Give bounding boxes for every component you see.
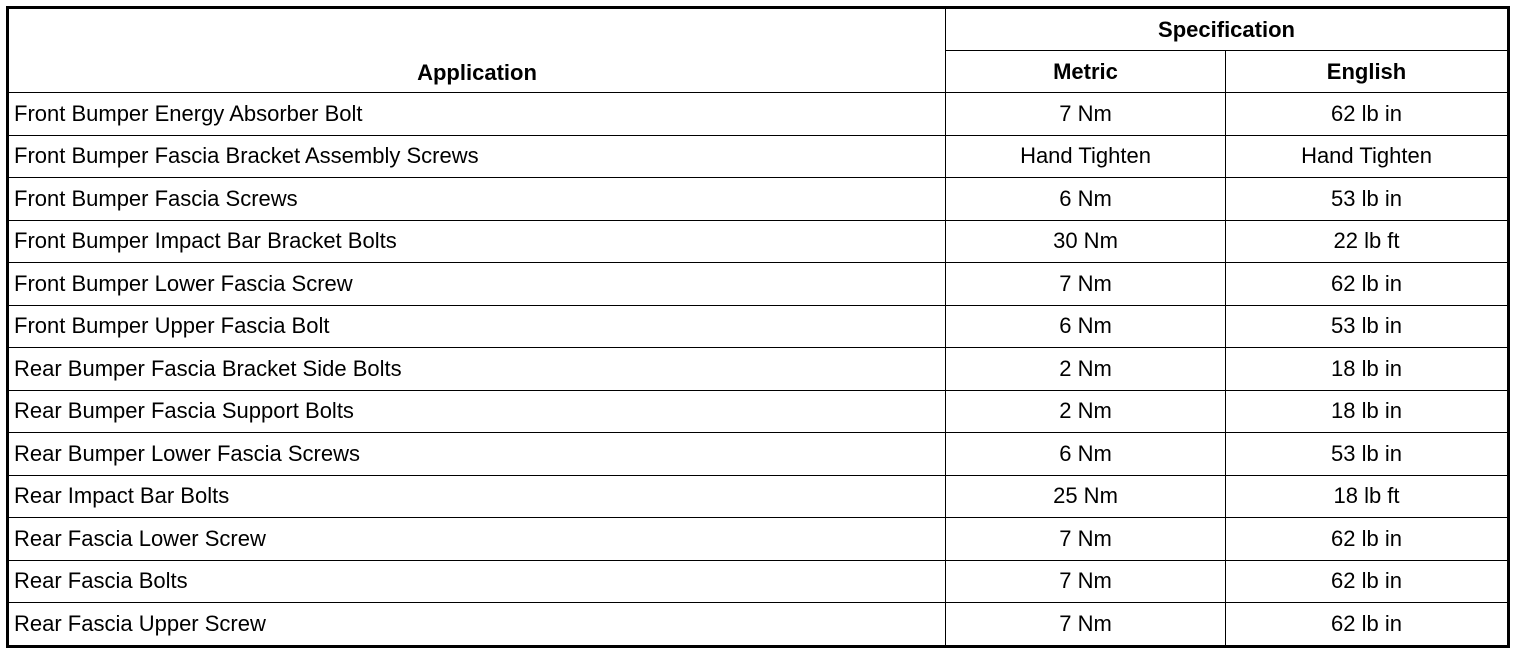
english-value-cell: Hand Tighten <box>1226 135 1509 178</box>
metric-value-cell: 25 Nm <box>946 475 1226 518</box>
metric-value-cell: 6 Nm <box>946 433 1226 476</box>
application-column-header: Application <box>8 8 946 93</box>
application-cell: Front Bumper Lower Fascia Screw <box>8 263 946 306</box>
english-value-cell: 18 lb in <box>1226 390 1509 433</box>
table-row <box>8 348 1509 391</box>
application-cell: Front Bumper Fascia Bracket Assembly Screws <box>8 135 946 178</box>
table-row <box>8 178 1509 221</box>
metric-value-cell: 30 Nm <box>946 220 1226 263</box>
english-value-cell: 62 lb in <box>1226 93 1509 136</box>
metric-column-header: Metric <box>946 51 1226 93</box>
english-value-cell: 53 lb in <box>1226 305 1509 348</box>
metric-value-cell: 2 Nm <box>946 390 1226 433</box>
table-row <box>8 135 1509 178</box>
english-value-cell: 53 lb in <box>1226 433 1509 476</box>
application-cell: Rear Bumper Lower Fascia Screws <box>8 433 946 476</box>
table-row <box>8 518 1509 561</box>
english-value-cell: 62 lb in <box>1226 263 1509 306</box>
english-value-cell: 18 lb ft <box>1226 475 1509 518</box>
table-row <box>8 603 1509 647</box>
header-row-top <box>8 8 1509 51</box>
table-row <box>8 263 1509 306</box>
metric-value-cell: Hand Tighten <box>946 135 1226 178</box>
table-header <box>8 8 1509 93</box>
table-row <box>8 433 1509 476</box>
application-cell: Rear Impact Bar Bolts <box>8 475 946 518</box>
metric-value-cell: 7 Nm <box>946 263 1226 306</box>
application-cell: Rear Bumper Fascia Support Bolts <box>8 390 946 433</box>
metric-value-cell: 7 Nm <box>946 560 1226 603</box>
english-value-cell: 62 lb in <box>1226 603 1509 647</box>
english-column-header: English <box>1226 51 1509 93</box>
table-row <box>8 390 1509 433</box>
fastener-torque-specification-table <box>6 6 1510 648</box>
application-cell: Front Bumper Fascia Screws <box>8 178 946 221</box>
application-cell: Front Bumper Impact Bar Bracket Bolts <box>8 220 946 263</box>
metric-value-cell: 2 Nm <box>946 348 1226 391</box>
metric-value-cell: 6 Nm <box>946 178 1226 221</box>
metric-value-cell: 6 Nm <box>946 305 1226 348</box>
english-value-cell: 62 lb in <box>1226 560 1509 603</box>
english-value-cell: 62 lb in <box>1226 518 1509 561</box>
metric-value-cell: 7 Nm <box>946 603 1226 647</box>
table-row <box>8 560 1509 603</box>
specification-column-header: Specification <box>946 8 1509 51</box>
table-body <box>8 93 1509 647</box>
table-row <box>8 305 1509 348</box>
application-cell: Rear Fascia Lower Screw <box>8 518 946 561</box>
english-value-cell: 53 lb in <box>1226 178 1509 221</box>
table-row <box>8 220 1509 263</box>
application-cell: Rear Bumper Fascia Bracket Side Bolts <box>8 348 946 391</box>
table-row <box>8 475 1509 518</box>
english-value-cell: 18 lb in <box>1226 348 1509 391</box>
application-cell: Rear Fascia Bolts <box>8 560 946 603</box>
metric-value-cell: 7 Nm <box>946 93 1226 136</box>
application-cell: Rear Fascia Upper Screw <box>8 603 946 647</box>
application-cell: Front Bumper Upper Fascia Bolt <box>8 305 946 348</box>
application-cell: Front Bumper Energy Absorber Bolt <box>8 93 946 136</box>
table-row <box>8 93 1509 136</box>
english-value-cell: 22 lb ft <box>1226 220 1509 263</box>
metric-value-cell: 7 Nm <box>946 518 1226 561</box>
